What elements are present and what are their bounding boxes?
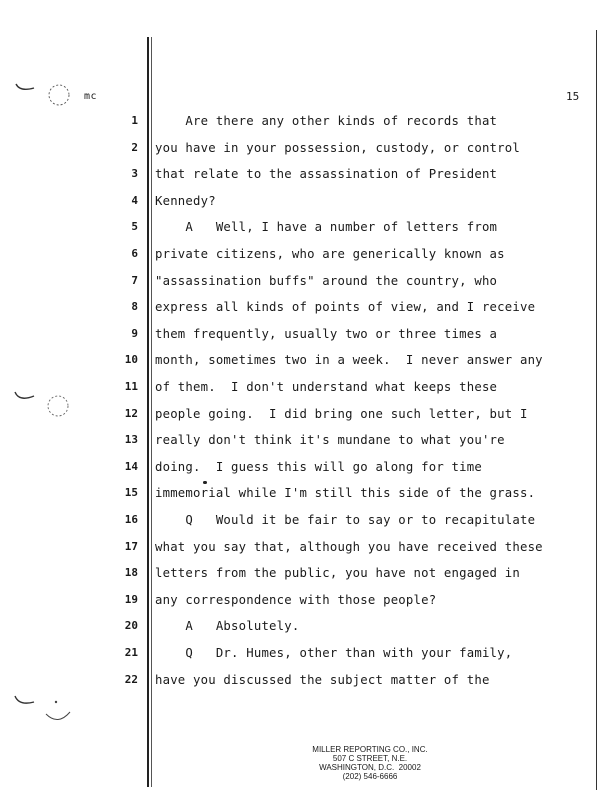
transcript-line bbox=[0, 407, 612, 427]
line-number: 22 bbox=[124, 672, 138, 686]
transcript-line bbox=[0, 247, 612, 267]
transcript-line bbox=[0, 380, 612, 400]
line-text: doing. I guess this will go along for time bbox=[155, 459, 482, 474]
line-number: 19 bbox=[124, 592, 138, 606]
transcript-line bbox=[0, 460, 612, 480]
line-number: 14 bbox=[124, 459, 138, 473]
punch-hole-mark-bottom bbox=[12, 692, 72, 726]
transcript-line bbox=[0, 220, 612, 240]
line-text: Kennedy? bbox=[155, 193, 216, 208]
transcript-line bbox=[0, 194, 612, 214]
transcript-line bbox=[0, 513, 612, 533]
line-text: A Absolutely. bbox=[155, 619, 300, 634]
line-text: that relate to the assassination of President bbox=[155, 167, 498, 182]
line-text: letters from the public, you have not engaged in bbox=[155, 566, 520, 581]
line-text: "assassination buffs" around the country, who bbox=[155, 273, 498, 288]
line-number: 2 bbox=[131, 140, 138, 154]
transcript-line bbox=[0, 673, 612, 693]
line-text: month, sometimes two in a week. I never answer any bbox=[155, 353, 543, 368]
line-text: express all kinds of points of view, and I receive bbox=[155, 300, 536, 315]
line-number: 10 bbox=[124, 353, 138, 367]
line-number: 5 bbox=[131, 220, 138, 234]
line-number: 7 bbox=[131, 273, 138, 287]
footer-phone: (202) 546-6666 bbox=[342, 772, 398, 781]
line-number: 6 bbox=[131, 247, 138, 260]
line-number: 16 bbox=[124, 513, 138, 526]
line-text: of them. I don't understand what keeps these bbox=[155, 380, 498, 394]
line-text: them frequently, usually two or three times a bbox=[155, 326, 498, 341]
line-text: Q Would it be fair to say or to recapitulate bbox=[155, 513, 536, 527]
transcript-line bbox=[0, 566, 612, 586]
line-text: Q Dr. Humes, other than with your family, bbox=[155, 646, 513, 660]
line-number: 12 bbox=[124, 406, 138, 420]
page-number: 15 bbox=[566, 90, 580, 103]
footer-company: MILLER REPORTING CO., INC. bbox=[312, 745, 428, 754]
transcript-line bbox=[0, 619, 612, 639]
transcript-line bbox=[0, 353, 612, 373]
line-number: 15 bbox=[124, 486, 138, 500]
line-number: 13 bbox=[124, 433, 138, 447]
line-number: 3 bbox=[131, 167, 138, 181]
line-text: private citizens, who are generically known as bbox=[155, 247, 505, 261]
line-number: 8 bbox=[131, 300, 138, 314]
reporter-footer bbox=[270, 745, 470, 781]
line-text: any correspondence with those people? bbox=[155, 592, 437, 607]
line-text: people going. I did bring one such letter, but I bbox=[155, 406, 528, 421]
transcript-line bbox=[0, 114, 612, 134]
transcript-line bbox=[0, 593, 612, 613]
punch-hole-mark-top bbox=[12, 78, 72, 112]
footer-city: WASHINGTON, D.C. 20002 bbox=[319, 763, 421, 772]
line-text: really don't think it's mundane to what you're bbox=[155, 433, 505, 448]
transcript-line bbox=[0, 486, 612, 506]
line-text: immemorial while I'm still this side of the grass. bbox=[155, 486, 536, 501]
ink-speck bbox=[203, 481, 207, 484]
line-text: Are there any other kinds of records that bbox=[155, 114, 498, 128]
transcript-line bbox=[0, 141, 612, 161]
line-number: 4 bbox=[131, 193, 138, 207]
line-number: 1 bbox=[131, 114, 138, 127]
line-number: 11 bbox=[124, 380, 138, 393]
transcript-line bbox=[0, 327, 612, 347]
footer-street: 507 C STREET, N.E. bbox=[332, 754, 408, 763]
line-text: A Well, I have a number of letters from bbox=[155, 220, 498, 235]
reporter-initials: mc bbox=[84, 91, 98, 102]
line-number: 17 bbox=[124, 539, 138, 553]
transcript-line bbox=[0, 646, 612, 666]
line-number: 9 bbox=[131, 326, 138, 340]
transcript-line bbox=[0, 167, 612, 187]
line-number: 18 bbox=[124, 566, 138, 580]
line-text: what you say that, although you have received these bbox=[155, 539, 543, 554]
transcript-line bbox=[0, 274, 612, 294]
transcript-line bbox=[0, 540, 612, 560]
line-number: 20 bbox=[124, 619, 138, 633]
transcript-line bbox=[0, 300, 612, 320]
line-number: 21 bbox=[124, 646, 138, 659]
transcript-line bbox=[0, 433, 612, 453]
line-text: you have in your possession, custody, or control bbox=[155, 140, 520, 155]
line-text: have you discussed the subject matter of the bbox=[155, 672, 490, 687]
